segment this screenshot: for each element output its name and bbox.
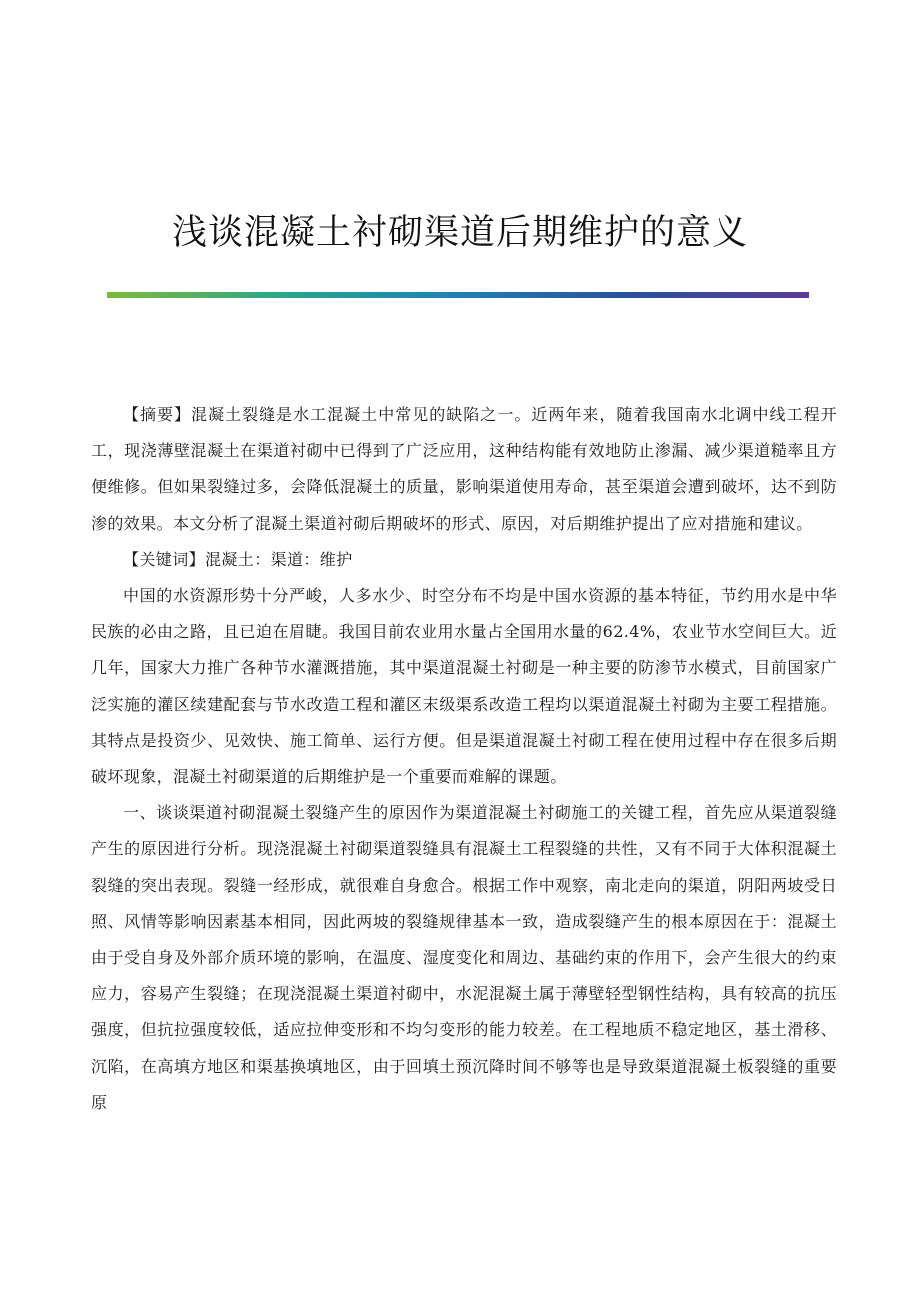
document-body xyxy=(91,397,837,1121)
intro-paragraph: 中国的水资源形势十分严峻，人多水少、时空分布不均是中国水资源的基本特征，节约用水是中华民族的必由之路，且已迫在眉睫。我国目前农业用水量占全国用水量的62.4%，农业节水空间巨大。近几年，国家大力推广各种节水灌溉措施，其中渠道混凝土衬砌是一种主要的防渗节水模式，目前国家广泛实施的灌区续建配套与节水改造工程和灌区末级渠系改造工程均以渠道混凝土衬砌为主要工程措施。其特点是投资少、见效快、施工简单、运行方便。但是渠道混凝土衬砌工程在使用过程中存在很多后期破坏现象，混凝土衬砌渠道的后期维护是一个重要而难解的课题。 xyxy=(91,586,837,787)
document-title: 浅谈混凝土衬砌渠道后期维护的意义 xyxy=(171,213,748,254)
title-divider xyxy=(107,292,809,298)
abstract-paragraph: 【摘要】混凝土裂缝是水工混凝土中常见的缺陷之一。近两年来，随着我国南水北调中线工程开工，现浇薄壁混凝土在渠道衬砌中已得到了广泛应用，这种结构能有效地防止渗漏、减少渠道糙率且方便维修。但如果裂缝过多，会降低混凝土的质量，影响渠道使用寿命，甚至渠道会遭到破坏，达不到防渗的效果。本文分析了混凝土渠道衬砌后期破坏的形式、原因，对后期维护提出了应对措施和建议。 xyxy=(91,405,837,533)
keywords-paragraph: 【关键词】混凝土：渠道：维护 xyxy=(123,549,353,569)
section-one-paragraph: 一、谈谈渠道衬砌混凝土裂缝产生的原因作为渠道混凝土衬砌施工的关键工程，首先应从渠道裂缝产生的原因进行分析。现浇混凝土衬砌渠道裂缝具有混凝土工程裂缝的共性，又有不同于大体积混凝土裂缝的突出表现。裂缝一经形成，就很难自身愈合。根据工作中观察，南北走向的渠道，阴阳两坡受日照、风情等影响因素基本相同，因此两坡的裂缝规律基本一致，造成裂缝产生的根本原因在于：混凝土由于受自身及外部介质环境的影响，在温度、湿度变化和周边、基础约束的作用下，会产生很大的约束应力，容易产生裂缝；在现浇混凝土渠道衬砌中，水泥混凝土属于薄壁轻型钢性结构，具有较高的抗压强度，但抗拉强度较低，适应拉伸变形和不均匀变形的能力较差。在工程地质不稳定地区，基土滑移、沉陷，在高填方地区和渠基换填地区，由于回填土预沉降时间不够等也是导致渠道混凝土板裂缝的重要原 xyxy=(91,803,837,1112)
